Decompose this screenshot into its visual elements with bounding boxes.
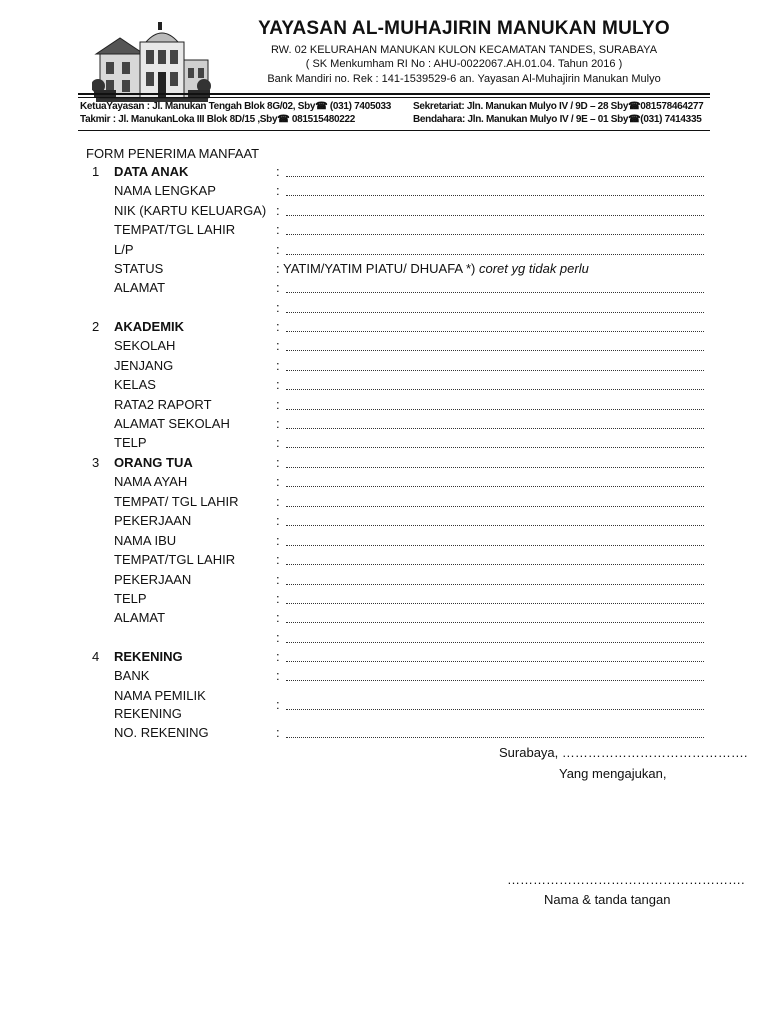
field-colon: : <box>276 416 280 431</box>
field-input-line[interactable] <box>286 737 704 738</box>
bank-line: Bank Mandiri no. Rek : 141-1539529-6 an. Yayasan Al-Muhajirin Manukan Mulyo <box>267 73 661 85</box>
field-input-line[interactable] <box>286 234 704 235</box>
field-colon: : <box>276 377 280 392</box>
form-row <box>0 397 768 416</box>
form-row <box>0 319 768 338</box>
form-row <box>0 280 768 299</box>
field-colon: : <box>276 280 280 295</box>
form-row <box>0 610 768 629</box>
field-input-line[interactable] <box>286 661 704 662</box>
field-input-line[interactable] <box>286 254 704 255</box>
field-input-line[interactable] <box>286 486 704 487</box>
field-label: NAMA AYAH <box>114 474 188 489</box>
form-row <box>0 630 768 649</box>
field-input-line[interactable] <box>286 389 704 390</box>
field-label: TELP <box>114 591 147 606</box>
section-heading: ORANG TUA <box>114 455 193 470</box>
form-row <box>0 649 768 668</box>
field-colon: : <box>276 222 280 237</box>
mosque-building-logo <box>92 20 212 102</box>
field-label: KELAS <box>114 377 156 392</box>
field-label: RATA2 RAPORT <box>114 397 212 412</box>
field-input-line[interactable] <box>286 545 704 546</box>
section-number: 3 <box>92 455 100 470</box>
form-title: FORM PENERIMA MANFAAT <box>86 146 260 161</box>
field-label: SEKOLAH <box>114 338 176 353</box>
form-row <box>0 474 768 493</box>
form-row <box>0 688 768 707</box>
form-row <box>0 591 768 610</box>
form-row <box>0 435 768 454</box>
form-row <box>0 552 768 571</box>
field-colon: : <box>276 533 280 548</box>
status-note: coret yg tidak perlu <box>479 261 589 276</box>
section-heading: AKADEMIK <box>114 319 185 334</box>
form-row <box>0 358 768 377</box>
field-label: JENJANG <box>114 358 174 373</box>
form-row <box>0 533 768 552</box>
field-colon: : <box>276 572 280 587</box>
form-row <box>0 300 768 319</box>
form-row <box>0 183 768 202</box>
sk-line: ( SK Menkumham RI No : AHU-0022067.AH.01.04. Tahun 2016 ) <box>305 58 623 70</box>
field-input-line[interactable] <box>286 564 704 565</box>
bendahara-contact: Bendahara: Jln. Manukan Mulyo IV / 9E – 01 Sby☎(031) 7414335 <box>413 114 702 125</box>
field-input-line[interactable] <box>286 215 704 216</box>
field-colon: : <box>276 300 280 315</box>
field-input-line[interactable] <box>286 370 704 371</box>
form-row <box>0 222 768 241</box>
field-input-line[interactable] <box>286 584 704 585</box>
field-colon: : <box>276 630 280 645</box>
field-input-line[interactable] <box>286 642 704 643</box>
field-colon: : <box>276 203 280 218</box>
contact-divider <box>78 130 710 131</box>
field-label: REKENING <box>114 706 182 721</box>
field-colon: : <box>276 358 280 373</box>
form-row <box>0 203 768 222</box>
field-colon: : <box>276 610 280 625</box>
field-input-line[interactable] <box>286 603 704 604</box>
field-colon: : <box>276 649 280 664</box>
field-input-line[interactable] <box>286 350 704 351</box>
form-row <box>0 261 768 280</box>
form-row <box>0 513 768 532</box>
section-number: 4 <box>92 649 100 664</box>
field-label: NO. REKENING <box>114 725 209 740</box>
section-heading: REKENING <box>114 649 183 664</box>
field-label: TEMPAT/TGL LAHIR <box>114 222 236 237</box>
field-label: PEKERJAAN <box>114 572 192 587</box>
field-colon: : <box>276 668 280 683</box>
field-input-line[interactable] <box>286 506 704 507</box>
field-colon: : <box>276 319 280 334</box>
form-row <box>0 697 768 725</box>
form-row <box>0 725 768 744</box>
field-input-line[interactable] <box>286 447 704 448</box>
form-row <box>0 338 768 357</box>
form-row <box>0 494 768 513</box>
field-label: NAMA PEMILIK <box>114 688 206 703</box>
field-label: ALAMAT <box>114 280 166 295</box>
signature-caption: Nama & tanda tangan <box>544 892 671 907</box>
field-label: TELP <box>114 435 147 450</box>
status-value: YATIM/YATIM PIATU/ DHUAFA *) <box>283 261 476 276</box>
section-number: 2 <box>92 319 100 334</box>
field-label: NAMA IBU <box>114 533 177 548</box>
field-colon: : <box>276 552 280 567</box>
field-input-line[interactable] <box>286 409 704 410</box>
ketua-contact: KetuaYayasan : Jl. Manukan Tengah Blok 8G/02, Sby☎ (031) 7405033 <box>80 101 391 112</box>
field-input-line[interactable] <box>286 467 704 468</box>
signature-line: ………………………………………………. <box>507 872 745 887</box>
section-heading: DATA ANAK <box>114 164 189 179</box>
form-row <box>0 416 768 435</box>
field-label: BANK <box>114 668 150 683</box>
field-input-line[interactable] <box>286 292 704 293</box>
header-divider-thin <box>78 97 710 98</box>
field-input-line[interactable] <box>286 331 704 332</box>
form-row <box>0 572 768 591</box>
field-label: TEMPAT/ TGL LAHIR <box>114 494 239 509</box>
field-input-line[interactable] <box>286 312 704 313</box>
field-colon: : <box>276 697 280 712</box>
status-options <box>283 261 589 276</box>
sekretariat-contact: Sekretariat: Jln. Manukan Mulyo IV / 9D – 28 Sby☎081578464277 <box>413 101 704 112</box>
form-row <box>0 242 768 261</box>
field-input-line[interactable] <box>286 622 704 623</box>
field-label: L/P <box>114 242 134 257</box>
field-label: ALAMAT SEKOLAH <box>114 416 230 431</box>
field-colon: : <box>276 455 280 470</box>
field-label: PEKERJAAN <box>114 513 192 528</box>
takmir-contact: Takmir : Jl. ManukanLoka III Blok 8D/15 ,Sby☎ 081515480222 <box>80 114 356 125</box>
field-colon: : <box>276 338 280 353</box>
field-colon: : <box>276 261 280 276</box>
section-number: 1 <box>92 164 100 179</box>
field-label: ALAMAT <box>114 610 166 625</box>
form-row <box>0 668 768 687</box>
field-input-line[interactable] <box>286 176 704 177</box>
applicant-label: Yang mengajukan, <box>559 766 667 781</box>
field-colon: : <box>276 164 280 179</box>
field-label: STATUS <box>114 261 164 276</box>
field-input-line[interactable] <box>286 525 704 526</box>
field-colon: : <box>276 183 280 198</box>
field-colon: : <box>276 513 280 528</box>
field-colon: : <box>276 725 280 740</box>
field-colon: : <box>276 397 280 412</box>
field-label: TEMPAT/TGL LAHIR <box>114 552 236 567</box>
form-row <box>0 164 768 183</box>
place-date: Surabaya, ……………………………………. <box>499 745 748 760</box>
field-input-line[interactable] <box>286 709 704 710</box>
form-row <box>0 377 768 396</box>
field-input-line[interactable] <box>286 680 704 681</box>
header-divider <box>78 93 710 95</box>
form-row <box>0 455 768 474</box>
field-label: NIK (KARTU KELUARGA) <box>114 203 267 218</box>
organization-name: YAYASAN AL-MUHAJIRIN MANUKAN MULYO <box>258 18 670 39</box>
field-colon: : <box>276 474 280 489</box>
field-input-line[interactable] <box>286 195 704 196</box>
field-label: NAMA LENGKAP <box>114 183 216 198</box>
field-colon: : <box>276 494 280 509</box>
address-line: RW. 02 KELURAHAN MANUKAN KULON KECAMATAN TANDES, SURABAYA <box>270 44 658 56</box>
field-input-line[interactable] <box>286 428 704 429</box>
field-colon: : <box>276 591 280 606</box>
field-colon: : <box>276 242 280 257</box>
field-colon: : <box>276 435 280 450</box>
